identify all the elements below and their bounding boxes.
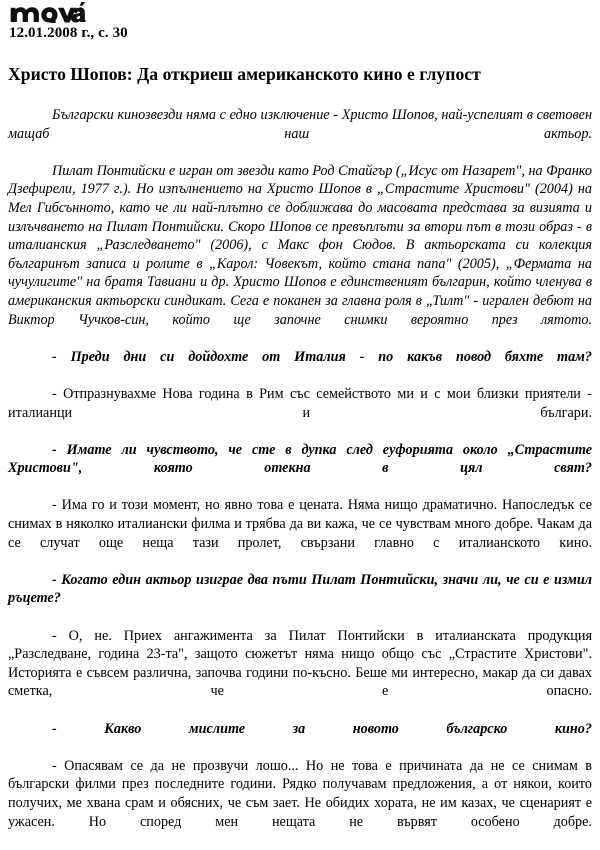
masthead xyxy=(8,0,592,42)
interview-question: - Имате ли чувството, че сте в дупка след еуфорията около „Страстите Христови", която отекна в цял свят? xyxy=(8,441,592,477)
moya-logo xyxy=(9,1,87,23)
page-title: Христо Шопов: Да откриеш американското кино е глупост xyxy=(8,64,481,84)
lead-paragraph: Пилат Понтийски е игран от звезди като Род Стайгър („Исус от Назарет", на Франко Дзефирели, 1977 г.). Но изпълнението на Христо Шопов в „Страстите Христови" (2004) на Мел Гибсънното, като че ли най-плътно се доближава до масовата представа за визията и излъчването на Пилат Понтийски. Скоро Шопов се превъплъти за втори път в този образ - в италианския „Разследването" (2006), с Макс фон Сюдов. В актьорската си колекция българинът записа и ролите в „Карол: Човекът, който стана папа" (2005), „Фермата на чучулигите" на братя Тавиани и др. Христо Шопов е единственият българин, който членува в американския актьорски синдикат. Сега е поканен за главна роля в „Тилт" - игрален дебют на Виктор Чучков-син, който ще започне снимки вероятно през лятото. xyxy=(8,162,592,328)
interview-answer: - Отпразнувахме Нова година в Рим със семейството ми и с мои близки приятели - италианци и българи. xyxy=(8,385,592,421)
issue-date-page: 12.01.2008 г., с. 30 xyxy=(9,25,128,41)
interview-answer: - Има го и този момент, но явно това е цената. Няма нищо драматично. Напоследък се снимах в няколко италиански филма и трябва да ви кажа, че се чувствам много добре. Чакам да се случат още неща тази пролет, свързани главно с италианското кино. xyxy=(8,497,592,551)
article-body xyxy=(8,84,592,850)
lead-paragraph: Български кинозвезди няма с едно изключение - Христо Шопов, най-успелият в световен мащаб наш актьор. xyxy=(8,107,592,142)
interview-answer: - Опасявам се да не прозвучи лошо... Но не това е причината да не се снимам в български филми през последните години. Рядко получавам предложения, а от някои, които получих, ме хвана срам и обясних, че съм зает. Не обидих хората, не им казах, че сценарият е ужасен. Но според мен нещата не вървят особено добре. xyxy=(8,757,592,830)
interview-question: - Преди дни си дойдохте от Италия - по какъв повод бяхте там? xyxy=(52,348,592,365)
interview-question: - Какво мислите за новото българско кино? xyxy=(52,720,592,737)
interview-answer: - О, не. Приех ангажимента за Пилат Понтийски в италианската продукция „Разследване, година 23-та", защото сюжетът няма нищо общо със „Страстите Христови". Историята е съвсем различна, започва години по-късно. Беше ми интересно, макар да си давах сметка, че е опасно. xyxy=(8,627,592,700)
interview-question: - Когато един актьор изиграе два пъти Пилат Понтийски, значи ли, че си е измил ръцете? xyxy=(8,571,592,607)
